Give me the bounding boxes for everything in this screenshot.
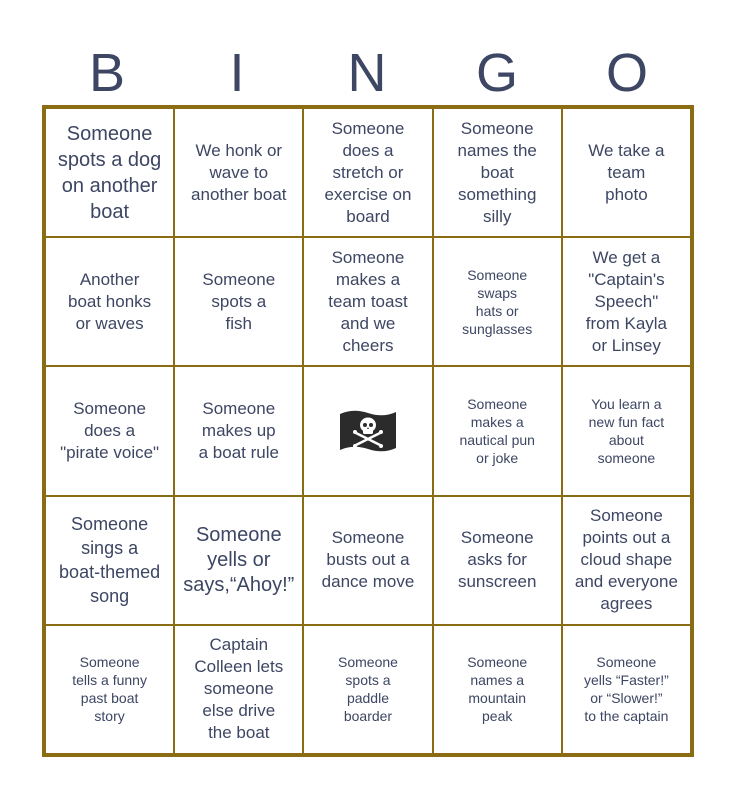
cell-text: Someone busts out a dance move <box>321 528 415 592</box>
bingo-card-grid <box>42 105 694 757</box>
bingo-cell-r2-c4[interactable] <box>562 366 691 495</box>
bingo-cell-r3-c3[interactable] <box>433 496 562 625</box>
cell-text: Another boat honks or waves <box>68 269 152 333</box>
bingo-cell-r1-c1[interactable] <box>174 237 303 366</box>
cell-text: Someone makes up a boat rule <box>198 398 279 462</box>
bingo-cell-r3-c2[interactable] <box>303 496 432 625</box>
bingo-cell-r0-c2[interactable] <box>303 108 432 237</box>
cell-text: Someone names a mountain peak <box>467 654 528 725</box>
bingo-cell-r2-c1[interactable] <box>174 366 303 495</box>
bingo-cell-r3-c0[interactable] <box>45 496 174 625</box>
cell-text: Someone swaps hats or sunglasses <box>462 266 533 337</box>
bingo-cell-r2-c3[interactable] <box>433 366 562 495</box>
bingo-free-space[interactable] <box>303 366 432 495</box>
cell-text: Captain Colleen lets someone else drive the boat <box>194 635 284 743</box>
bingo-cell-r2-c0[interactable] <box>45 366 174 495</box>
cell-text: Someone spots a paddle boarder <box>338 654 398 725</box>
bingo-cell-r4-c2[interactable] <box>303 625 432 754</box>
cell-text: Someone yells or says,“Ahoy!” <box>183 523 295 596</box>
bingo-cell-r3-c4[interactable] <box>562 496 691 625</box>
cell-text: Someone spots a dog on another boat <box>57 122 162 223</box>
cell-text: You learn a new fun fact about someone <box>588 395 665 466</box>
bingo-cell-r1-c3[interactable] <box>433 237 562 366</box>
cell-text: We take a team photo <box>588 140 665 204</box>
bingo-cell-r4-c0[interactable] <box>45 625 174 754</box>
cell-text: We get a "Captain's Speech" from Kayla or Linsey <box>585 247 668 355</box>
cell-text: Someone makes a nautical pun or joke <box>459 395 535 466</box>
bingo-cell-r4-c4[interactable] <box>562 625 691 754</box>
bingo-cell-r0-c0[interactable] <box>45 108 174 237</box>
bingo-cell-r4-c1[interactable] <box>174 625 303 754</box>
cell-text: Someone does a "pirate voice" <box>60 398 160 462</box>
header-letter-n: N <box>347 43 387 103</box>
bingo-cell-r1-c4[interactable] <box>562 237 691 366</box>
header-letter-i: I <box>229 43 245 103</box>
bingo-cell-r3-c1[interactable] <box>174 496 303 625</box>
header-letter-b: B <box>88 43 126 103</box>
bingo-cell-r4-c3[interactable] <box>433 625 562 754</box>
cell-text: Someone names the boat something silly <box>457 118 537 226</box>
cell-text: Someone asks for sunscreen <box>457 528 537 592</box>
bingo-cell-r0-c3[interactable] <box>433 108 562 237</box>
pirate-flag-icon <box>338 406 398 456</box>
cell-text: Someone does a stretch or exercise on board <box>324 118 412 226</box>
bingo-cell-r1-c0[interactable] <box>45 237 174 366</box>
bingo-cell-r1-c2[interactable] <box>303 237 432 366</box>
cell-text: Someone spots a fish <box>202 269 276 333</box>
header-letter-o: O <box>605 43 648 103</box>
cell-text: Someone tells a funny past boat story <box>72 654 147 725</box>
cell-text: Someone sings a boat-themed song <box>59 514 161 607</box>
header-letter-g: G <box>475 43 518 103</box>
cell-text: Someone points out a cloud shape and everyone agrees <box>574 506 678 614</box>
bingo-cell-r0-c4[interactable] <box>562 108 691 237</box>
cell-text: Someone makes a team toast and we cheers <box>328 247 408 355</box>
bingo-cell-r0-c1[interactable] <box>174 108 303 237</box>
bingo-header <box>42 40 694 106</box>
cell-text: We honk or wave to another boat <box>191 140 287 204</box>
cell-text: Someone yells “Faster!” or “Slower!” to the captain <box>583 654 669 725</box>
